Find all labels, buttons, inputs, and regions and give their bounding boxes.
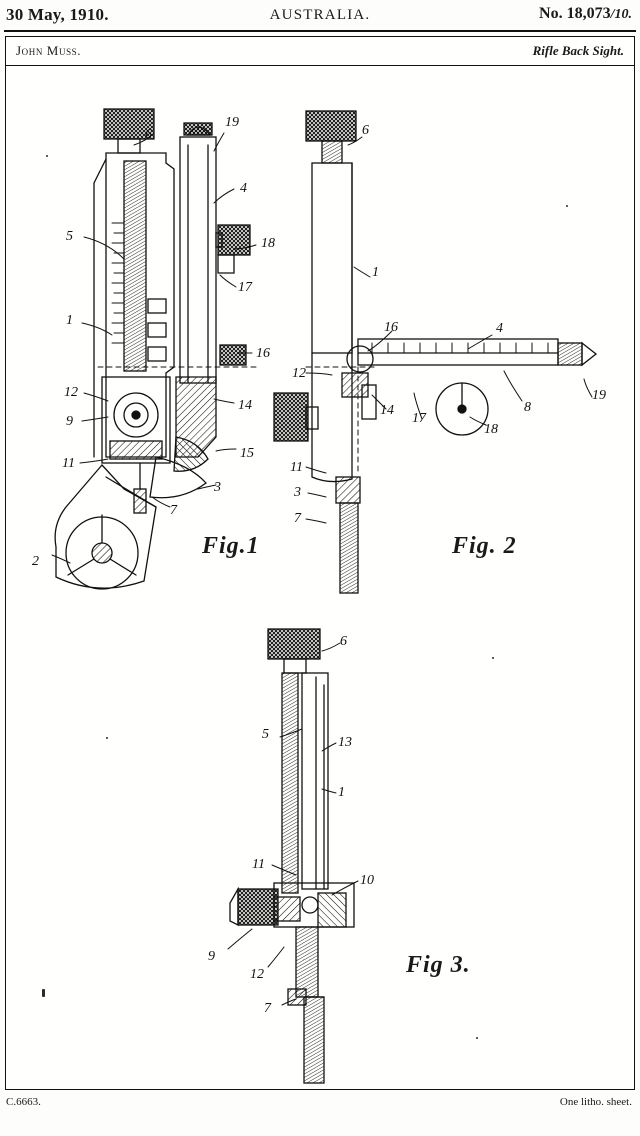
speck (42, 989, 45, 997)
patent-number-year: /10. (610, 7, 632, 22)
patent-number-main: No. 18,073 (539, 5, 611, 22)
figure-caption-3: Fig 3. (406, 952, 471, 978)
callout-f2-8: 8 (524, 400, 531, 415)
callout-f2-3: 3 (294, 485, 301, 500)
callout-18: 18 (261, 236, 275, 251)
callout-f2-16: 16 (384, 320, 398, 335)
callout-f2-1: 1 (372, 265, 379, 280)
callout-f3-11: 11 (252, 857, 265, 872)
callout-f3-5: 5 (262, 727, 269, 742)
header-rule (4, 30, 636, 32)
callout-1: 1 (66, 313, 73, 328)
callout-5: 5 (66, 229, 73, 244)
callout-14: 14 (238, 398, 252, 413)
callout-f2-7: 7 (294, 511, 301, 526)
callout-f3-10: 10 (360, 873, 374, 888)
callout-6: 6 (145, 127, 152, 142)
callout-f2-17: 17 (412, 411, 426, 426)
callout-f2-11: 11 (290, 460, 303, 475)
speck (46, 155, 48, 157)
drawing-plate (5, 36, 635, 1090)
callout-f3-7: 7 (264, 1001, 271, 1016)
callout-2: 2 (32, 554, 39, 569)
callout-f2-4: 4 (496, 321, 503, 336)
callout-f3-9: 9 (208, 949, 215, 964)
callout-f3-13: 13 (338, 735, 352, 750)
page-header (0, 0, 640, 32)
callout-17: 17 (238, 280, 252, 295)
speck (476, 1037, 478, 1039)
inventor-name: John Muss. (16, 43, 82, 58)
country-label: AUSTRALIA. (269, 7, 371, 23)
sheet-notation: One litho. sheet. (559, 1096, 632, 1108)
callout-19: 19 (225, 115, 239, 130)
callout-f2-18: 18 (484, 422, 498, 437)
callout-12: 12 (64, 385, 78, 400)
callout-16: 16 (256, 346, 270, 361)
publication-date: 30 May, 1910. (6, 5, 109, 24)
callout-f3-1: 1 (338, 785, 345, 800)
callout-7: 7 (170, 503, 177, 518)
callout-11: 11 (62, 456, 75, 471)
callout-f2-12: 12 (292, 366, 306, 381)
patent-number (539, 5, 632, 23)
figure-caption-2: Fig. 2 (452, 533, 517, 559)
callout-9: 9 (66, 414, 73, 429)
callout-f3-12: 12 (250, 967, 264, 982)
technical-line-drawing (6, 37, 634, 1087)
callout-f2-19: 19 (592, 388, 606, 403)
callout-f3-6: 6 (340, 634, 347, 649)
callout-15: 15 (240, 446, 254, 461)
speck (492, 657, 494, 659)
printer-code: C.6663. (6, 1096, 41, 1108)
callout-f2-14: 14 (380, 403, 394, 418)
callout-f2-6: 6 (362, 123, 369, 138)
callout-4: 4 (240, 181, 247, 196)
figure-caption-1: Fig.1 (202, 533, 260, 559)
speck (106, 737, 108, 739)
invention-title: Rifle Back Sight. (532, 43, 624, 58)
speck (566, 205, 568, 207)
callout-3: 3 (214, 480, 221, 495)
